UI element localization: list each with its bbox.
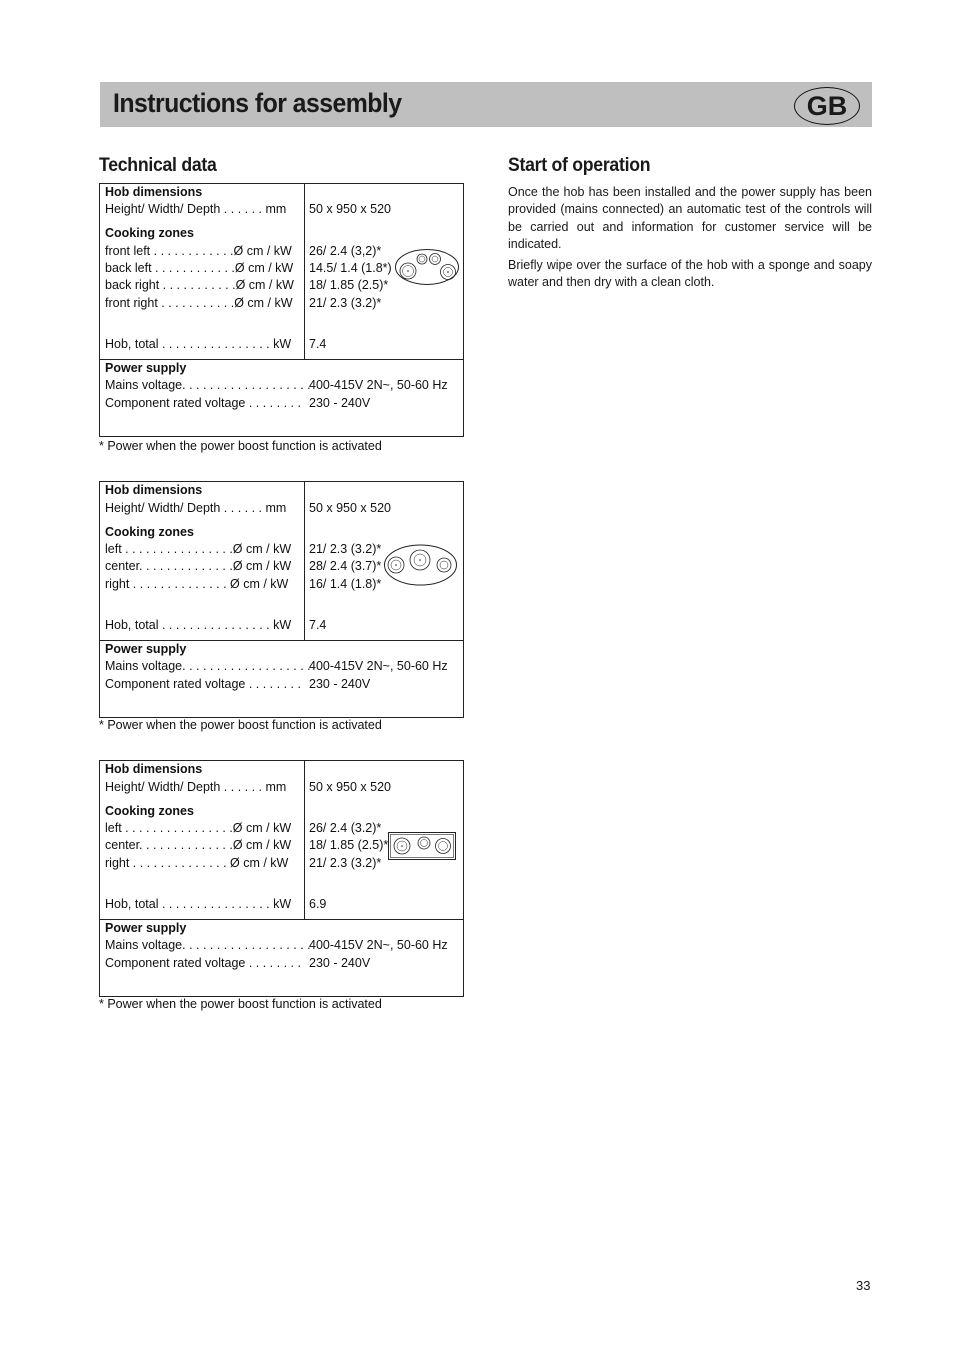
mains-voltage-value: 400-415V 2N~, 50-60 Hz bbox=[309, 938, 448, 952]
zone-label: right . . . . . . . . . . . . . . Ø cm / kW bbox=[105, 856, 289, 870]
spec-table-1 bbox=[99, 183, 464, 437]
spec-table-top bbox=[100, 761, 463, 920]
zone-value: 21/ 2.3 (3.2)* bbox=[309, 856, 382, 870]
zone-label: back right . . . . . . . . . . .Ø cm / kW bbox=[105, 278, 294, 292]
hob-dimensions-heading: Hob dimensions bbox=[105, 483, 203, 497]
mains-voltage-label: Mains voltage. . . . . . . . . . . . . . . . . . . bbox=[105, 378, 311, 392]
page-number: 33 bbox=[856, 1278, 871, 1293]
column-divider bbox=[304, 482, 305, 640]
zone-label: center. . . . . . . . . . . . . .Ø cm / kW bbox=[105, 838, 292, 852]
language-badge: GB bbox=[794, 87, 860, 125]
spec-table-top bbox=[100, 184, 463, 360]
start-of-operation-title: Start of operation bbox=[508, 155, 651, 176]
spec-table-top bbox=[100, 482, 463, 641]
component-voltage-value: 230 - 240V bbox=[309, 396, 371, 410]
hob-total-label: Hob, total . . . . . . . . . . . . . . . . kW bbox=[105, 618, 292, 632]
hob-total-value: 7.4 bbox=[309, 337, 327, 351]
hob-layout-diagram-4-zones bbox=[394, 247, 460, 287]
hwd-value: 50 x 950 x 520 bbox=[309, 501, 392, 515]
zone-value: 18/ 1.85 (2.5)* bbox=[309, 278, 389, 292]
zone-label: right . . . . . . . . . . . . . . Ø cm / kW bbox=[105, 577, 289, 591]
technical-data-title: Technical data bbox=[99, 155, 217, 176]
footnote: * Power when the power boost function is activated bbox=[99, 997, 382, 1011]
zone-label: left . . . . . . . . . . . . . . . .Ø cm / kW bbox=[105, 542, 292, 556]
hob-layout-diagram-3-zones-oval bbox=[383, 543, 458, 587]
spec-table-bottom bbox=[100, 641, 463, 717]
hwd-value: 50 x 950 x 520 bbox=[309, 202, 392, 216]
zone-label: back left . . . . . . . . . . . .Ø cm / kW bbox=[105, 261, 294, 275]
zone-value: 28/ 2.4 (3.7)* bbox=[309, 559, 382, 573]
zone-value: 14.5/ 1.4 (1.8*) bbox=[309, 261, 392, 275]
spec-table-3 bbox=[99, 760, 464, 997]
cooking-zones-heading: Cooking zones bbox=[105, 226, 194, 240]
zone-value: 21/ 2.3 (3.2)* bbox=[309, 542, 382, 556]
hob-total-label: Hob, total . . . . . . . . . . . . . . . . kW bbox=[105, 337, 292, 351]
hwd-value: 50 x 950 x 520 bbox=[309, 780, 392, 794]
header-bar bbox=[100, 82, 872, 127]
hwd-label: Height/ Width/ Depth . . . . . . mm bbox=[105, 202, 287, 216]
zone-value: 26/ 2.4 (3.2)* bbox=[309, 821, 382, 835]
hob-layout-diagram-3-zones-rect bbox=[388, 832, 456, 860]
cooking-zones-heading: Cooking zones bbox=[105, 525, 194, 539]
zone-value: 18/ 1.85 (2.5)* bbox=[309, 838, 389, 852]
operation-paragraph: Briefly wipe over the surface of the hob with a sponge and soapy water and then dry with a clean cloth. bbox=[508, 258, 872, 290]
hob-dimensions-heading: Hob dimensions bbox=[105, 762, 203, 776]
mains-voltage-label: Mains voltage. . . . . . . . . . . . . . . . . . . bbox=[105, 659, 311, 673]
zone-label: front right . . . . . . . . . . .Ø cm / kW bbox=[105, 296, 293, 310]
zone-value: 26/ 2.4 (3,2)* bbox=[309, 244, 382, 258]
mains-voltage-value: 400-415V 2N~, 50-60 Hz bbox=[309, 378, 448, 392]
power-supply-heading: Power supply bbox=[105, 921, 187, 935]
component-voltage-value: 230 - 240V bbox=[309, 677, 371, 691]
power-supply-heading: Power supply bbox=[105, 361, 187, 375]
hob-total-value: 6.9 bbox=[309, 897, 327, 911]
column-divider bbox=[304, 761, 305, 919]
page-title: Instructions for assembly bbox=[113, 88, 402, 118]
hob-total-value: 7.4 bbox=[309, 618, 327, 632]
hob-total-label: Hob, total . . . . . . . . . . . . . . . . kW bbox=[105, 897, 292, 911]
footnote: * Power when the power boost function is activated bbox=[99, 439, 382, 453]
cooking-zones-heading: Cooking zones bbox=[105, 804, 194, 818]
power-supply-heading: Power supply bbox=[105, 642, 187, 656]
zone-label: left . . . . . . . . . . . . . . . .Ø cm / kW bbox=[105, 821, 292, 835]
component-voltage-label: Component rated voltage . . . . . . . . bbox=[105, 677, 301, 691]
spec-table-bottom bbox=[100, 360, 463, 436]
component-voltage-value: 230 - 240V bbox=[309, 956, 371, 970]
hwd-label: Height/ Width/ Depth . . . . . . mm bbox=[105, 780, 287, 794]
hob-dimensions-heading: Hob dimensions bbox=[105, 185, 203, 199]
component-voltage-label: Component rated voltage . . . . . . . . bbox=[105, 956, 301, 970]
mains-voltage-value: 400-415V 2N~, 50-60 Hz bbox=[309, 659, 448, 673]
operation-paragraph: Once the hob has been installed and the power supply has been provided (mains connected) an automatic test of the controls will be carried out and information for customer service will be indicated. bbox=[508, 185, 872, 251]
hwd-label: Height/ Width/ Depth . . . . . . mm bbox=[105, 501, 287, 515]
zone-value: 16/ 1.4 (1.8)* bbox=[309, 577, 382, 591]
column-divider bbox=[304, 184, 305, 359]
zone-value: 21/ 2.3 (3.2)* bbox=[309, 296, 382, 310]
component-voltage-label: Component rated voltage . . . . . . . . bbox=[105, 396, 301, 410]
spec-table-bottom bbox=[100, 920, 463, 996]
zone-label: front left . . . . . . . . . . . .Ø cm / kW bbox=[105, 244, 292, 258]
mains-voltage-label: Mains voltage. . . . . . . . . . . . . . . . . . . bbox=[105, 938, 311, 952]
footnote: * Power when the power boost function is activated bbox=[99, 718, 382, 732]
spec-table-2 bbox=[99, 481, 464, 718]
zone-label: center. . . . . . . . . . . . . .Ø cm / kW bbox=[105, 559, 292, 573]
